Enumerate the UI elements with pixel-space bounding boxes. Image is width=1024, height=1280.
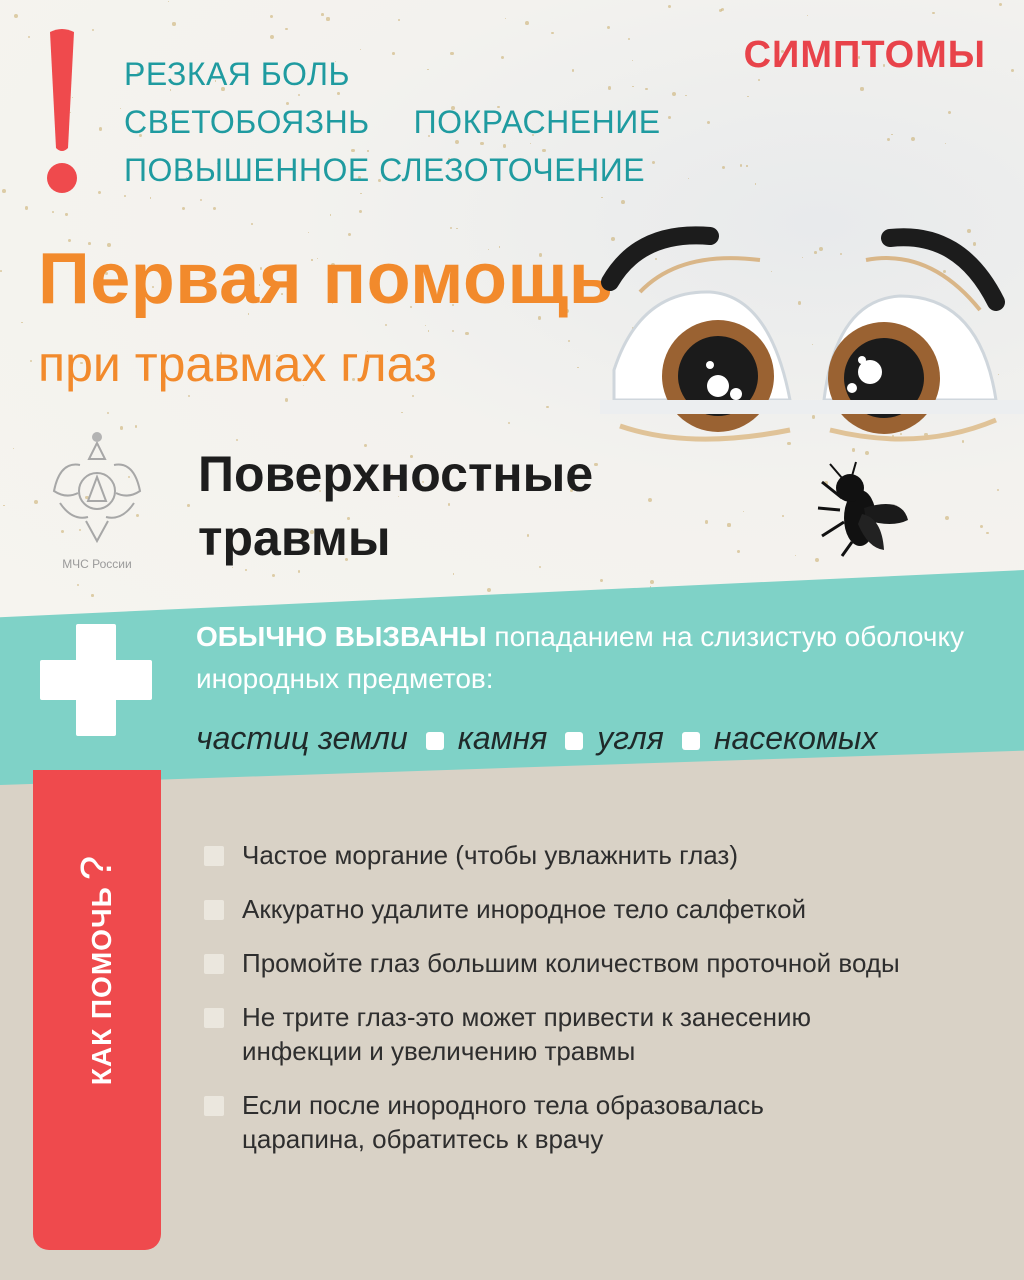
- help-step: [204, 946, 1004, 980]
- speckle: [285, 398, 288, 401]
- bullet-icon: [204, 900, 224, 920]
- page-title: Первая помощь: [38, 239, 614, 319]
- speckle: [986, 532, 988, 534]
- speckle: [740, 164, 742, 166]
- speckle: [200, 199, 202, 201]
- speckle: [621, 200, 625, 204]
- help-step-text: Не трите глаз-это может привести к занесению инфекции и увеличению травмы: [242, 1002, 811, 1066]
- speckle: [456, 228, 457, 229]
- speckle: [2, 189, 6, 193]
- bullet-icon: [204, 846, 224, 866]
- symptom-item: ПОВЫШЕННОЕ СЛЕЗОТОЧЕНИЕ: [124, 152, 646, 188]
- speckle: [452, 330, 454, 332]
- page-subtitle: при травмах глаз: [38, 336, 437, 392]
- speckle: [13, 448, 14, 449]
- mchs-emblem: [42, 425, 152, 575]
- speckle: [508, 422, 510, 424]
- speckle: [911, 137, 915, 141]
- speckle: [120, 108, 121, 109]
- speckle: [891, 134, 892, 135]
- speckle: [330, 214, 331, 215]
- speckle: [668, 116, 671, 119]
- symptom-item: РЕЗКАЯ БОЛЬ: [124, 56, 350, 92]
- speckle: [285, 28, 287, 30]
- speckle: [568, 340, 570, 342]
- cause-text: [196, 616, 976, 700]
- section-title-line: травмы: [198, 510, 391, 566]
- speckle: [688, 178, 690, 180]
- speckle: [705, 520, 709, 524]
- speckle: [737, 550, 740, 553]
- speckle: [425, 325, 426, 326]
- speckle: [3, 505, 5, 507]
- cause-item: угля: [597, 720, 664, 756]
- speckle: [650, 580, 654, 584]
- speckle: [0, 270, 2, 272]
- speckle: [308, 232, 310, 234]
- help-step-text: Аккуратно удалите инородное тело салфеткой: [242, 894, 807, 924]
- speckle: [272, 574, 275, 577]
- speckle: [945, 516, 949, 520]
- symptom-item: ПОКРАСНЕНИЕ: [413, 104, 661, 140]
- speckle: [815, 558, 819, 562]
- speckle: [743, 511, 744, 512]
- how-to-help-label: [72, 855, 122, 1085]
- speckle: [719, 9, 722, 12]
- speckle: [65, 213, 67, 215]
- speckle: [14, 14, 18, 18]
- speckle: [727, 523, 730, 526]
- speckle: [577, 367, 579, 369]
- cause-description: попаданием на слизистую оболочку инородных предметов:: [196, 621, 965, 694]
- cross-icon: [38, 622, 154, 738]
- speckle: [270, 15, 274, 19]
- speckle: [594, 463, 597, 466]
- speckle: [648, 498, 652, 502]
- eyes-illustration: [600, 220, 1024, 460]
- speckle: [99, 127, 103, 131]
- speckle: [948, 111, 951, 114]
- speckle: [25, 206, 28, 209]
- speckle: [34, 500, 38, 504]
- symptoms-list: [124, 50, 661, 194]
- speckle: [251, 223, 253, 225]
- help-step: [204, 838, 1004, 872]
- help-step: [204, 1000, 902, 1068]
- speckle: [525, 21, 529, 25]
- speckle: [860, 87, 863, 90]
- help-step: [204, 1088, 862, 1156]
- speckle: [782, 515, 784, 517]
- help-steps: [204, 838, 1004, 1176]
- cause-item: насекомых: [713, 720, 878, 756]
- speckle: [92, 29, 94, 31]
- speckle: [887, 138, 890, 141]
- speckle: [551, 32, 554, 35]
- speckle: [91, 594, 93, 596]
- section-title-line: Поверхностные: [198, 446, 594, 502]
- speckle: [77, 584, 79, 586]
- fly-icon: [812, 458, 912, 558]
- speckle: [124, 195, 126, 197]
- speckle: [601, 197, 602, 198]
- bullet-icon: [204, 1096, 224, 1116]
- speckle: [980, 525, 983, 528]
- speckle: [807, 15, 808, 16]
- speckle: [747, 96, 748, 97]
- bullet-icon: [204, 954, 224, 974]
- speckle: [607, 26, 610, 29]
- speckle: [182, 207, 185, 210]
- speckle: [30, 360, 32, 362]
- speckle: [997, 489, 999, 491]
- speckle: [168, 1, 169, 2]
- speckle: [755, 183, 757, 185]
- speckle: [385, 324, 387, 326]
- speckle: [465, 332, 468, 335]
- speckle: [21, 322, 22, 323]
- speckle: [172, 22, 175, 25]
- help-step-text: Если после инородного тела образовалась царапина, обратитесь к врачу: [242, 1090, 764, 1154]
- speckle: [107, 412, 109, 414]
- speckle: [746, 165, 747, 166]
- speckle: [401, 412, 403, 414]
- how-to-help-text: КАК ПОМОЧЬ: [86, 886, 117, 1086]
- speckle: [321, 13, 324, 16]
- bullet-icon: [204, 1008, 224, 1028]
- speckle: [187, 504, 190, 507]
- speckle: [188, 395, 190, 397]
- cause-item: частиц земли: [196, 720, 408, 756]
- speckle: [150, 197, 151, 198]
- exclamation-icon: [44, 26, 80, 196]
- speckle: [453, 573, 454, 574]
- symptoms-heading: СИМПТОМЫ: [743, 34, 986, 76]
- speckle: [398, 19, 400, 21]
- speckle: [668, 5, 672, 9]
- speckle: [450, 227, 452, 229]
- speckle: [505, 18, 506, 19]
- help-step-text: Частое моргание (чтобы увлажнить глаз): [242, 840, 738, 870]
- speckle: [685, 95, 687, 97]
- speckle: [28, 36, 30, 38]
- help-step-text: Промойте глаз большим количеством проточной воды: [242, 948, 900, 978]
- speckle: [945, 143, 946, 144]
- speckle: [707, 121, 710, 124]
- speckle: [722, 166, 725, 169]
- speckle: [98, 191, 101, 194]
- speckle: [758, 79, 760, 81]
- speckle: [999, 3, 1002, 6]
- speckle: [932, 12, 935, 15]
- speckle: [672, 92, 676, 96]
- section-title: [198, 442, 593, 570]
- speckle: [326, 17, 329, 20]
- help-step: [204, 892, 1004, 926]
- speckle: [721, 8, 724, 11]
- symptom-item: СВЕТОБОЯЗНЬ: [124, 104, 370, 140]
- speckle: [270, 35, 274, 39]
- speckle: [359, 210, 362, 213]
- speckle: [348, 233, 351, 236]
- speckle: [795, 555, 796, 556]
- emblem-label: МЧС России: [62, 557, 132, 571]
- speckle: [1011, 69, 1014, 72]
- speckle: [487, 588, 491, 592]
- speckle: [428, 330, 430, 332]
- cause-bold: ОБЫЧНО ВЫЗВАНЫ: [196, 621, 487, 652]
- cause-items: [196, 720, 877, 757]
- speckle: [213, 207, 216, 210]
- speckle: [628, 38, 630, 40]
- speckle: [52, 211, 54, 213]
- speckle: [600, 579, 603, 582]
- speckle: [298, 570, 300, 572]
- speckle: [412, 395, 414, 397]
- speckle: [546, 406, 548, 408]
- cause-item: камня: [457, 720, 548, 756]
- question-mark: ?: [72, 854, 121, 881]
